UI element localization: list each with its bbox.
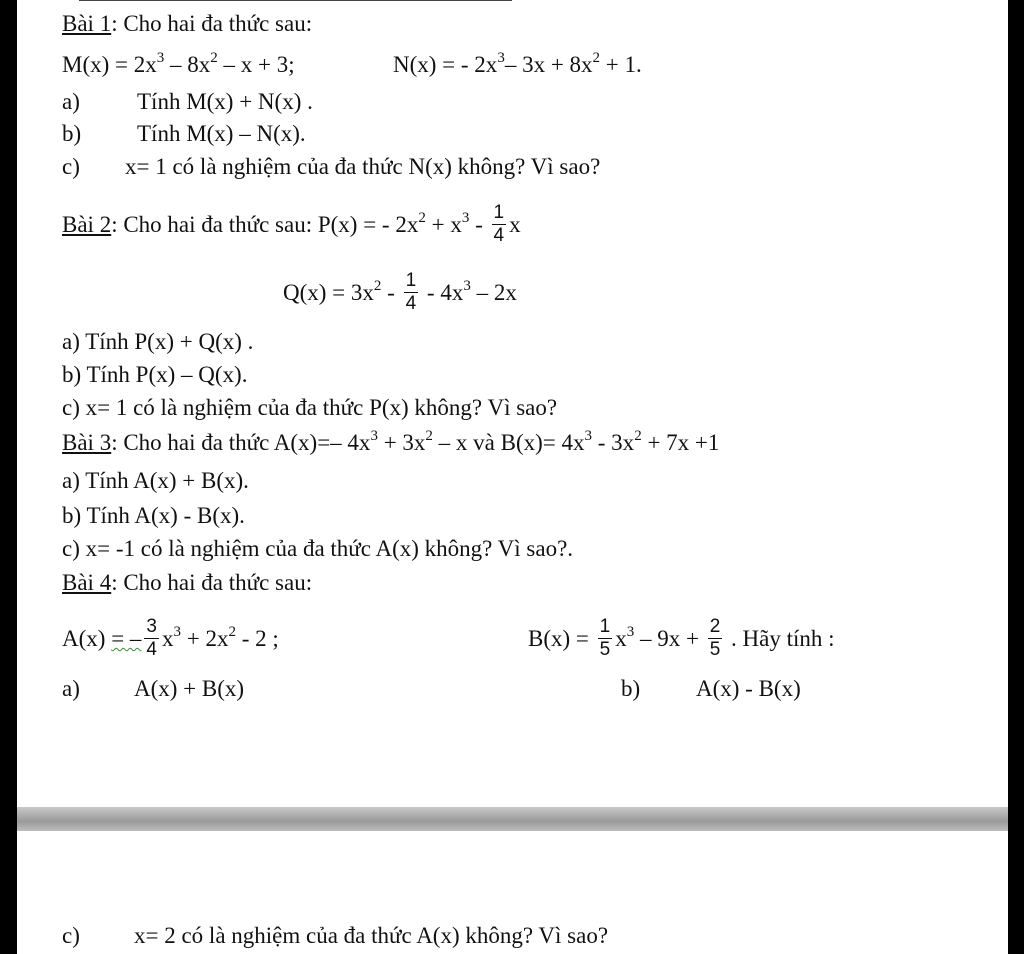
document-page-2 [17, 831, 1008, 954]
bai1-heading: Bài 1: Cho hai đa thức sau: [62, 11, 313, 36]
page-break [17, 807, 1008, 831]
bai4-a-fraction: $\frac{3}{4}$ [146, 616, 157, 660]
top-rule [79, 0, 512, 1]
bai4-polynomial-b: B(x) = $\frac{1}{5}$ $x^3 - 9x$ + $\frac{2}{5}$ . Hãy tính : [528, 616, 835, 660]
bai1-polynomial-m: $M(x) = 2x^3 - 8x^2 - x + 3$; [62, 50, 295, 77]
bai2-item-c: c) x= 1 có là nghiệm của đa thức P(x) không? Vì sao? [62, 395, 558, 420]
bai4-heading: Bài 4: Cho hai đa thức sau: [62, 570, 313, 595]
bai1-item-a-label: a) [62, 89, 80, 114]
bai2-q-fraction: $\frac{1}{4}$ [405, 270, 417, 314]
bai2-heading: Bài 2: Cho hai đa thức sau: P(x) = - $2x^2 + x^3$ - $\frac{1}{4}$ x [62, 202, 521, 246]
bai1-item-c-label: c) [62, 154, 80, 179]
bai4-b-fraction-1: $\frac{1}{5}$ [599, 616, 611, 660]
bai4-item-a-label: a) [62, 676, 80, 701]
bai1-item-c: x= 1 có là nghiệm của đa thức N(x) không? Vì sao? [125, 154, 601, 179]
bai2-p-fraction: $\frac{1}{4}$ [493, 202, 505, 246]
bai1-item-b-label: b) [62, 121, 82, 146]
bai4-polynomial-a: A(x) = – $\frac{3}{4}$ $x^3 + 2x^2 - 2$ ; [62, 616, 279, 660]
bai4-item-b-label: b) [621, 676, 641, 701]
bai4-item-c: x= 2 có là nghiệm của đa thức A(x) không? Vì sao? [134, 923, 609, 948]
bai2-item-a: a) Tính P(x) + Q(x) . [62, 329, 254, 354]
bai4-b-fraction-2: $\frac{2}{5}$ [709, 616, 721, 660]
bai2-item-b: b) Tính P(x) – Q(x). [62, 362, 248, 387]
bai3-item-a: a) Tính A(x) + B(x). [62, 468, 249, 493]
bai3-heading: Bài 3: Cho hai đa thức A(x)=– $4x^3 + 3x^2 - x$ và $B(x)= 4x^3 - 3x^2 + 7x +1$ [62, 428, 720, 455]
document-page [17, 0, 1008, 807]
bai1-polynomial-n: N(x) = - $2x^3-$ $3x + 8x^2 + 1$. [393, 50, 642, 77]
bai1-item-b: Tính M(x) – N(x). [137, 121, 306, 146]
bai3-item-c: c) x= -1 có là nghiệm của đa thức A(x) không? Vì sao?. [62, 536, 574, 561]
bai3-item-b: b) Tính A(x) - B(x). [62, 503, 245, 528]
bai4-item-a: A(x) + B(x) [134, 676, 245, 701]
bai1-item-a: Tính M(x) + N(x) . [137, 89, 313, 114]
bai4-item-c-label: c) [62, 923, 80, 948]
bai4-item-b: A(x) - B(x) [696, 676, 801, 701]
bai2-polynomial-q: $Q(x) = 3x^2$ - $\frac{1}{4}$ - $4x^3 - 2x$ [283, 270, 517, 314]
